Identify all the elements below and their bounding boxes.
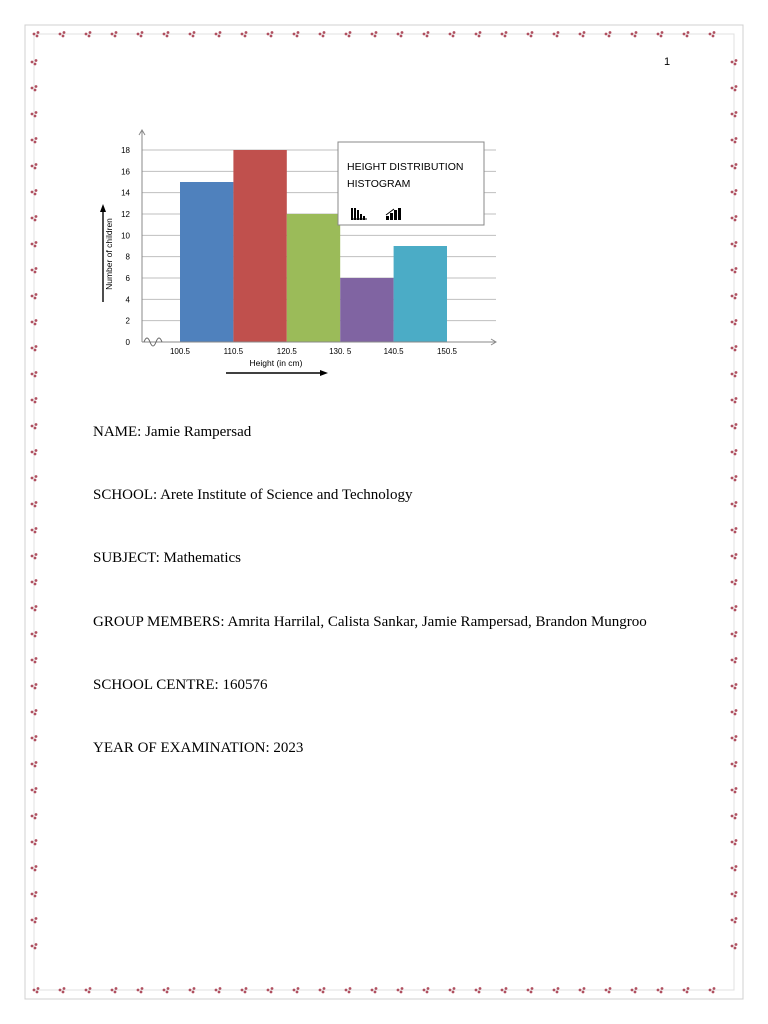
histogram-bar	[394, 246, 447, 342]
histogram-bar	[180, 182, 233, 342]
x-tick-label: 140.5	[383, 347, 404, 356]
chart-title-line-1: HEIGHT DISTRIBUTION	[347, 161, 464, 173]
height-histogram-chart	[96, 126, 506, 386]
y-tick-label: 6	[125, 274, 130, 283]
school-name: SCHOOL: Arete Institute of Science and Technology	[93, 487, 413, 503]
y-tick-label: 12	[121, 210, 130, 219]
y-tick-label: 14	[121, 188, 130, 198]
x-tick-label: 110.5	[223, 347, 244, 356]
year-of-examination: YEAR OF EXAMINATION: 2023	[93, 740, 304, 756]
y-axis-label-text: Number of children	[104, 218, 114, 290]
y-axis-arrowhead	[100, 204, 106, 212]
y-tick-label: 10	[121, 231, 130, 241]
histogram-bar	[233, 150, 286, 342]
x-tick-label: 120.5	[276, 347, 297, 356]
x-tick-label: 150.5	[436, 347, 458, 356]
student-name: NAME: Jamie Rampersad	[93, 424, 252, 440]
x-axis-label	[226, 358, 328, 376]
page-number: 1	[664, 56, 671, 68]
x-axis-label-text: Height (in cm)	[249, 358, 303, 368]
title-box	[338, 142, 484, 225]
y-tick-label: 0	[125, 338, 130, 347]
x-tick-label: 130. 5	[329, 347, 352, 356]
y-tick-label: 18	[121, 146, 130, 155]
school-centre: SCHOOL CENTRE: 160576	[93, 677, 268, 693]
histogram-bar	[287, 214, 340, 342]
histogram-bar	[340, 278, 393, 342]
y-tick-label: 8	[125, 252, 130, 262]
group-members: GROUP MEMBERS: Amrita Harrilal, Calista Sankar, Jamie Rampersad, Brandon Mungroo	[93, 614, 647, 630]
y-tick-label: 16	[121, 167, 130, 177]
x-tick-label: 100.5	[169, 347, 191, 356]
chart-title-line-2: HISTOGRAM	[347, 178, 411, 190]
y-axis-label	[100, 204, 114, 302]
subject: SUBJECT: Mathematics	[93, 550, 241, 566]
x-axis-arrowhead	[320, 370, 328, 376]
y-tick-label: 4	[125, 295, 130, 305]
y-tick-label: 2	[125, 316, 130, 326]
